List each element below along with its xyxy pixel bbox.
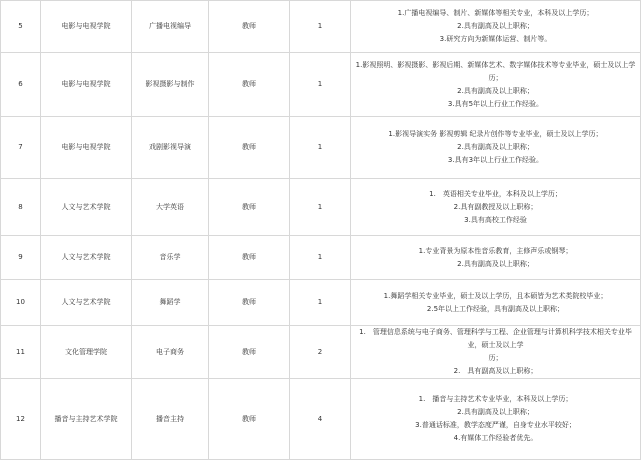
requirement-line: 1.影视导演实务 影视剪辑 纪录片创作等专业毕业，硕士及以上学历； xyxy=(388,130,603,138)
row-number-cell: 6 xyxy=(1,53,41,117)
table-row xyxy=(1,326,641,379)
requirement-line: 历； xyxy=(488,354,503,362)
requirements-cell xyxy=(351,379,641,460)
position-cell: 广播电视编导 xyxy=(132,1,209,53)
requirement-line: 1.舞蹈学相关专业毕业，硕士及以上学历，且本硕皆为艺术类院校毕业； xyxy=(383,291,608,300)
position-cell: 大学英语 xyxy=(132,179,209,236)
table-row xyxy=(1,179,641,236)
requirement-line: 1.专业背景为原本性音乐教育，主修声乐或钢琴； xyxy=(418,246,573,255)
row-number-cell: 10 xyxy=(1,280,41,326)
requirements-cell xyxy=(351,326,641,379)
table-row xyxy=(1,53,641,117)
requirement-line: 2.具有副高及以上职称； xyxy=(457,259,534,268)
row-number-cell: 12 xyxy=(1,379,41,460)
headcount-cell: 2 xyxy=(290,326,351,379)
requirement-line: 1. 播音与主持艺术专业毕业，本科及以上学历； xyxy=(418,395,573,403)
requirement-line: 3.具有高校工作经验 xyxy=(464,215,527,224)
requirement-line: 2.具有副高及以上职称； xyxy=(457,408,534,416)
staff-type-cell: 教师 xyxy=(209,1,290,53)
position-cell: 戏剧影视导演 xyxy=(132,117,209,179)
staff-type-cell: 教师 xyxy=(209,53,290,117)
requirement-line: 3.具有3年以上行业工作经验。 xyxy=(447,156,544,164)
requirement-line: 3.研究方向为新媒体运营、制片等。 xyxy=(439,35,552,43)
table-row xyxy=(1,1,641,53)
position-cell: 音乐学 xyxy=(132,236,209,280)
staff-type-cell: 教师 xyxy=(209,179,290,236)
college-cell: 人文与艺术学院 xyxy=(41,179,132,236)
college-cell: 电影与电视学院 xyxy=(41,1,132,53)
requirements-cell xyxy=(351,1,641,53)
requirement-line: 1.广播电视编导、制片、新媒体等相关专业，本科及以上学历； xyxy=(397,9,594,17)
position-cell: 电子商务 xyxy=(132,326,209,379)
requirement-line: 1. 英语相关专业毕业，本科及以上学历； xyxy=(429,189,562,198)
college-cell: 文化管理学院 xyxy=(41,326,132,379)
college-cell: 人文与艺术学院 xyxy=(41,280,132,326)
headcount-cell: 1 xyxy=(290,236,351,280)
headcount-cell: 1 xyxy=(290,179,351,236)
headcount-cell: 4 xyxy=(290,379,351,460)
requirement-line: 3.具有5年以上行业工作经验。 xyxy=(447,99,544,108)
row-number-cell: 9 xyxy=(1,236,41,280)
staff-type-cell: 教师 xyxy=(209,280,290,326)
requirement-line: 2.具有副高及以上职称； xyxy=(457,22,534,30)
staff-type-cell: 教师 xyxy=(209,379,290,460)
row-number-cell: 7 xyxy=(1,117,41,179)
requirements-cell xyxy=(351,179,641,236)
row-number-cell: 11 xyxy=(1,326,41,379)
position-cell: 播音主持 xyxy=(132,379,209,460)
college-cell: 电影与电视学院 xyxy=(41,53,132,117)
college-cell: 电影与电视学院 xyxy=(41,117,132,179)
requirements-cell xyxy=(351,117,641,179)
college-cell: 人文与艺术学院 xyxy=(41,236,132,280)
requirement-line: 2.具有副教授及以上职称； xyxy=(453,202,538,211)
college-cell: 播音与主持艺术学院 xyxy=(41,379,132,460)
requirement-line: 2.具有副高及以上职称； xyxy=(457,86,534,95)
requirements-cell xyxy=(351,53,641,117)
position-cell: 影视摄影与制作 xyxy=(132,53,209,117)
requirement-line: 4.有媒体工作经验者优先。 xyxy=(453,434,538,442)
table-row xyxy=(1,280,641,326)
row-number-cell: 8 xyxy=(1,179,41,236)
table-row xyxy=(1,379,641,460)
requirements-cell xyxy=(351,236,641,280)
requirement-line: 1. 管理信息系统与电子商务、管理科学与工程、企业管理与计算机科学技术相关专业毕业，硕士及以上学 xyxy=(359,328,632,349)
headcount-cell: 1 xyxy=(290,117,351,179)
headcount-cell: 1 xyxy=(290,1,351,53)
requirement-line: 3.普通话标准，教学态度严谨，自身专业水平较好； xyxy=(415,421,576,429)
requirement-line: 2. 具有副高及以上职称； xyxy=(453,367,538,375)
requirement-line: 2.5年以上工作经验，具有副高及以上职称； xyxy=(426,304,565,313)
requirements-cell xyxy=(351,280,641,326)
position-cell: 舞蹈学 xyxy=(132,280,209,326)
headcount-cell: 1 xyxy=(290,280,351,326)
staff-type-cell: 教师 xyxy=(209,117,290,179)
table-row xyxy=(1,117,641,179)
table-row xyxy=(1,236,641,280)
table-body xyxy=(1,1,641,460)
headcount-cell: 1 xyxy=(290,53,351,117)
staff-type-cell: 教师 xyxy=(209,236,290,280)
requirement-line: 2.具有副高及以上职称； xyxy=(457,143,534,151)
requirement-line: 1.影视照明、影视摄影、影视后期、新媒体艺术、数字媒体技术等专业毕业，硕士及以上学历； xyxy=(355,60,636,82)
staff-type-cell: 教师 xyxy=(209,326,290,379)
row-number-cell: 5 xyxy=(1,1,41,53)
